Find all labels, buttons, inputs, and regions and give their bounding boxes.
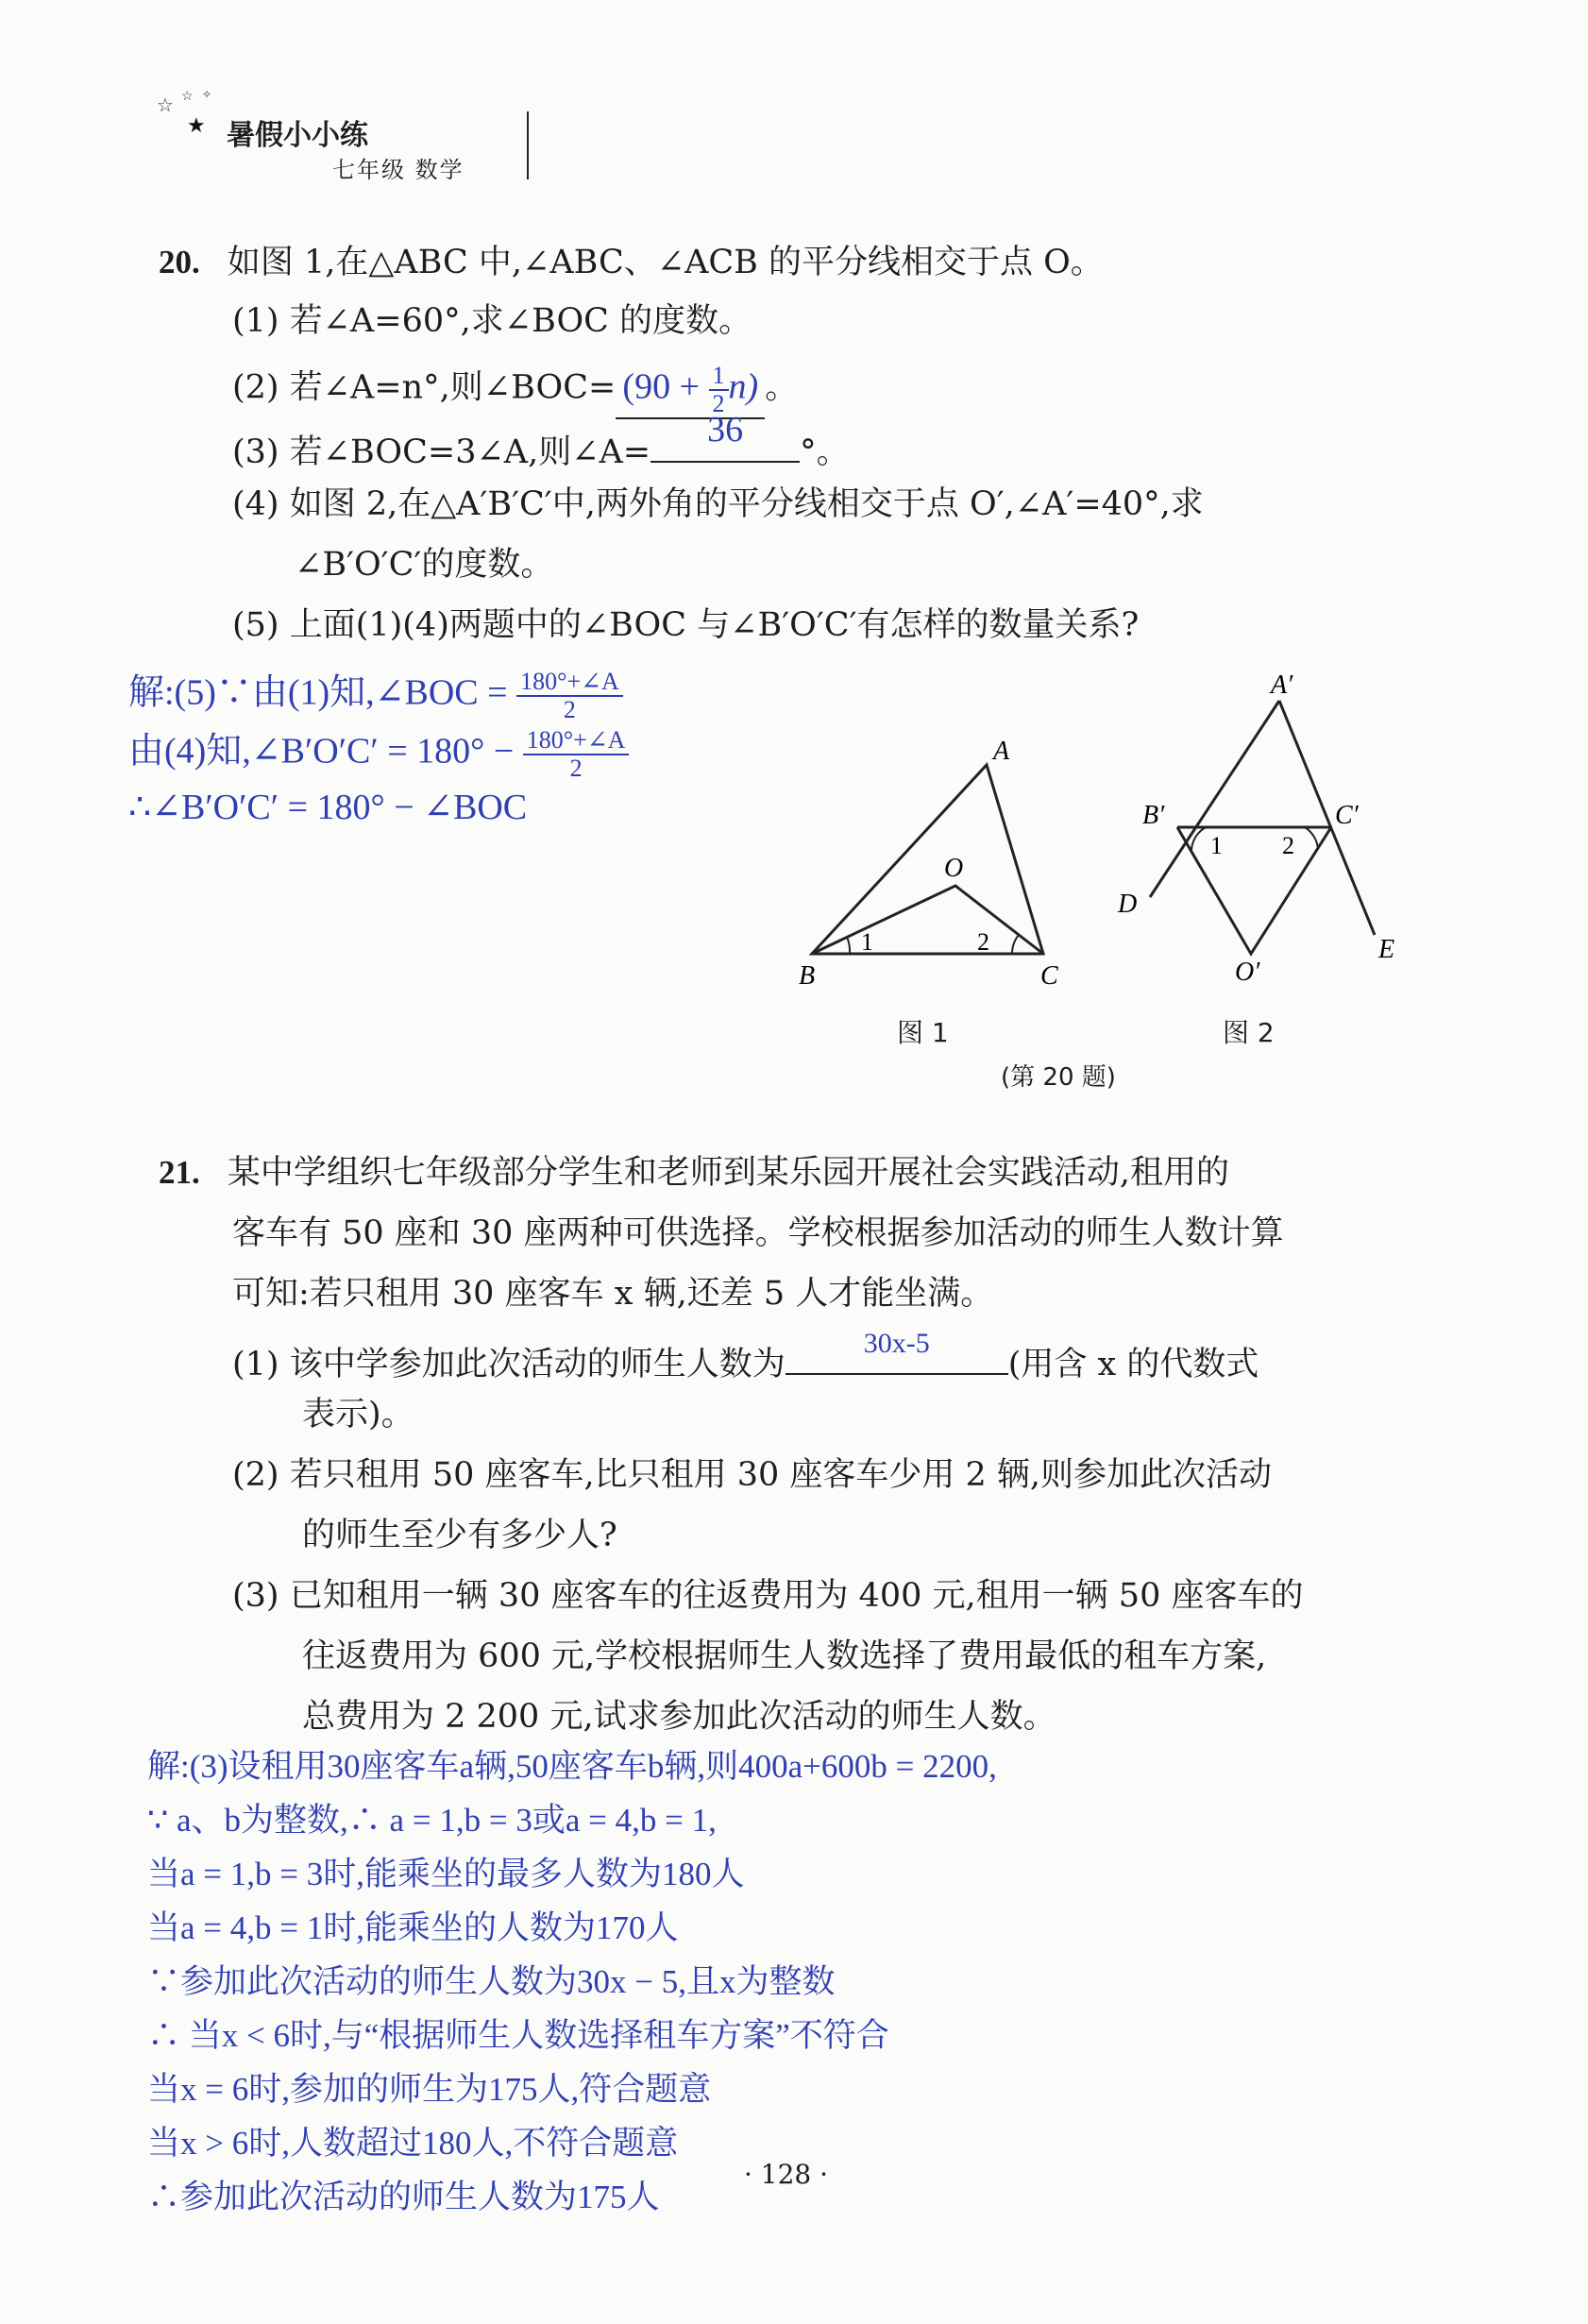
line-a-e [1279,701,1375,935]
solution-line: ∵ a、b为整数,∴ a = 1,b = 3或a = 4,b = 1, [147,1802,717,1839]
q20-part3-blank [650,410,800,463]
q21-part1-answer: 30x-5 [863,1328,930,1359]
svg-text:✧: ✧ [202,88,212,101]
label-d: D [1118,890,1138,919]
solution-line: 当a = 1,b = 3时,能乘坐的最多人数为180人 [147,1856,745,1892]
fraction-numerator: 180°+∠A [523,727,630,755]
q21-part2-line2: 的师生至少有多少人? [302,1517,617,1554]
q20-part5: (5) 上面(1)(4)两题中的∠BOC 与∠B′O′C′有怎样的数量关系? [232,606,1140,644]
fraction-denominator: 2 [563,696,576,723]
answer-open: (90 + [622,366,709,407]
q21-number: 21. [159,1154,200,1191]
svg-text:☆: ☆ [181,90,194,104]
solution-text: 由(4)知,∠B′O′C′ = 180° − [128,731,523,772]
angle-mark-2 [1305,827,1318,849]
solution-line: 当x = 6时,参加的师生为175人,符合题意 [147,2071,712,2108]
q21-part1-prefix: (1) 该中学参加此次活动的师生人数为 [232,1346,786,1383]
q20-number: 20. [159,244,200,280]
solution-line: 解:(3)设租用30座客车a辆,50座客车b辆,则400a+600b = 2200, [147,1748,997,1785]
header-title: 暑假小小练 [227,119,368,152]
figure-2-caption: 图 2 [1223,1017,1275,1048]
solution-line: ∵参加此次活动的师生人数为30x − 5,且x为整数 [147,1963,836,2000]
svg-text:★: ★ [187,113,206,137]
solution-line: 当x > 6时,人数超过180人,不符合题意 [147,2125,679,2162]
solution-text: 解:(5)∵由(1)知,∠BOC = [128,672,517,713]
answer-denominator: 2 [712,390,725,417]
q20-number-and-stem [159,244,1104,281]
q21-part1-blank [786,1328,1008,1375]
q21-stem-text: 某中学组织七年级部分学生和老师到某乐园开展社会实践活动,租用的 [227,1154,1230,1192]
label-b: B [799,961,816,991]
label-a: A [993,737,1010,766]
q21-part1-line2: 表示)。 [302,1396,414,1433]
q21-stem-line1 [159,1154,1229,1192]
figure-1-caption: 图 1 [897,1017,949,1048]
q20-part1: (1) 若∠A=60°,求∠BOC 的度数。 [232,302,752,340]
q20-part3 [232,410,850,471]
solution-line: 当a = 4,b = 1时,能乘坐的人数为170人 [147,1909,679,1946]
label-a-prime: A′ [1271,670,1293,700]
solution-line: ∴ 当x < 6时,与“根据师生人数选择租车方案”不符合 [147,2017,889,2054]
q20-solution-line1 [128,669,623,723]
q21-part3-line3: 总费用为 2 200 元,试求参加此次活动的师生人数。 [302,1698,1056,1736]
q20-solution-line2 [128,727,629,782]
answer-numerator: 1 [709,363,729,391]
label-e: E [1378,935,1395,964]
header-divider [527,111,529,179]
solution-line: ∴参加此次活动的师生人数为175人 [147,2179,660,2215]
q20-stem: 如图 1,在△ABC 中,∠ABC、∠ACB 的平分线相交于点 O。 [227,244,1104,281]
label-b-prime: B′ [1142,801,1165,830]
fraction-numerator: 180°+∠A [516,669,623,697]
q20-part3-suffix: °。 [800,433,850,471]
exterior-bisectors [1177,827,1331,954]
answer-close: n) [728,366,759,407]
stars-icon [151,83,227,140]
q21-stem-line2: 客车有 50 座和 30 座两种可供选择。学校根据参加活动的师生人数计算 [232,1214,1284,1252]
q21-part3-line1: (3) 已知租用一辆 30 座客车的往返费用为 400 元,租用一辆 50 座客车的 [232,1577,1304,1615]
solution-fraction [516,669,623,723]
line-a-d [1150,701,1279,897]
label-c-prime: C′ [1335,801,1359,830]
solution-fraction [523,727,630,782]
q20-part2-suffix: 。 [765,368,799,407]
label-o-prime: O′ [1235,958,1260,982]
q21-part2-line1: (2) 若只租用 50 座客车,比只租用 30 座客车少用 2 辆,则参加此次活动 [232,1456,1273,1494]
fraction-denominator: 2 [569,755,583,782]
q20-part2-prefix: (2) 若∠A=n°,则∠BOC= [232,368,617,407]
angle-mark-1 [847,937,850,954]
label-angle-1: 1 [861,928,873,956]
q21-solution [147,1739,997,2224]
q21-stem-line3: 可知:若只租用 30 座客车 x 辆,还差 5 人才能坐满。 [232,1275,994,1313]
label-o: O [944,854,964,883]
figure-2 [1067,661,1444,982]
q21-part3-line2: 往返费用为 600 元,学校根据师生人数选择了费用最低的租车方案, [302,1637,1267,1675]
svg-text:☆: ☆ [157,95,174,116]
q20-solution-line3: ∴∠B′O′C′ = 180° − ∠BOC [128,788,528,827]
angle-bisectors [812,886,1043,954]
q20-part3-answer: 36 [707,410,744,450]
figure-caption: (第 20 题) [1001,1063,1116,1092]
q20-part3-prefix: (3) 若∠BOC=3∠A,则∠A= [232,433,651,471]
label-angle-1: 1 [1210,832,1223,859]
q20-part4-line2: ∠B′O′C′的度数。 [295,546,554,584]
figure-1 [774,727,1076,1001]
q20-part4-line1: (4) 如图 2,在△A′B′C′中,两外角的平分线相交于点 O′,∠A′=40°,求 [232,485,1204,523]
label-angle-2: 2 [1282,832,1294,859]
label-c: C [1040,961,1058,991]
label-angle-2: 2 [977,928,989,956]
q21-part1 [232,1328,1259,1383]
angle-mark-2 [1012,935,1019,954]
header-subtitle: 七年级 数学 [332,157,465,183]
page-number: · 128 · [744,2159,829,2190]
q21-part1-suffix: (用含 x 的代数式 [1007,1346,1259,1383]
